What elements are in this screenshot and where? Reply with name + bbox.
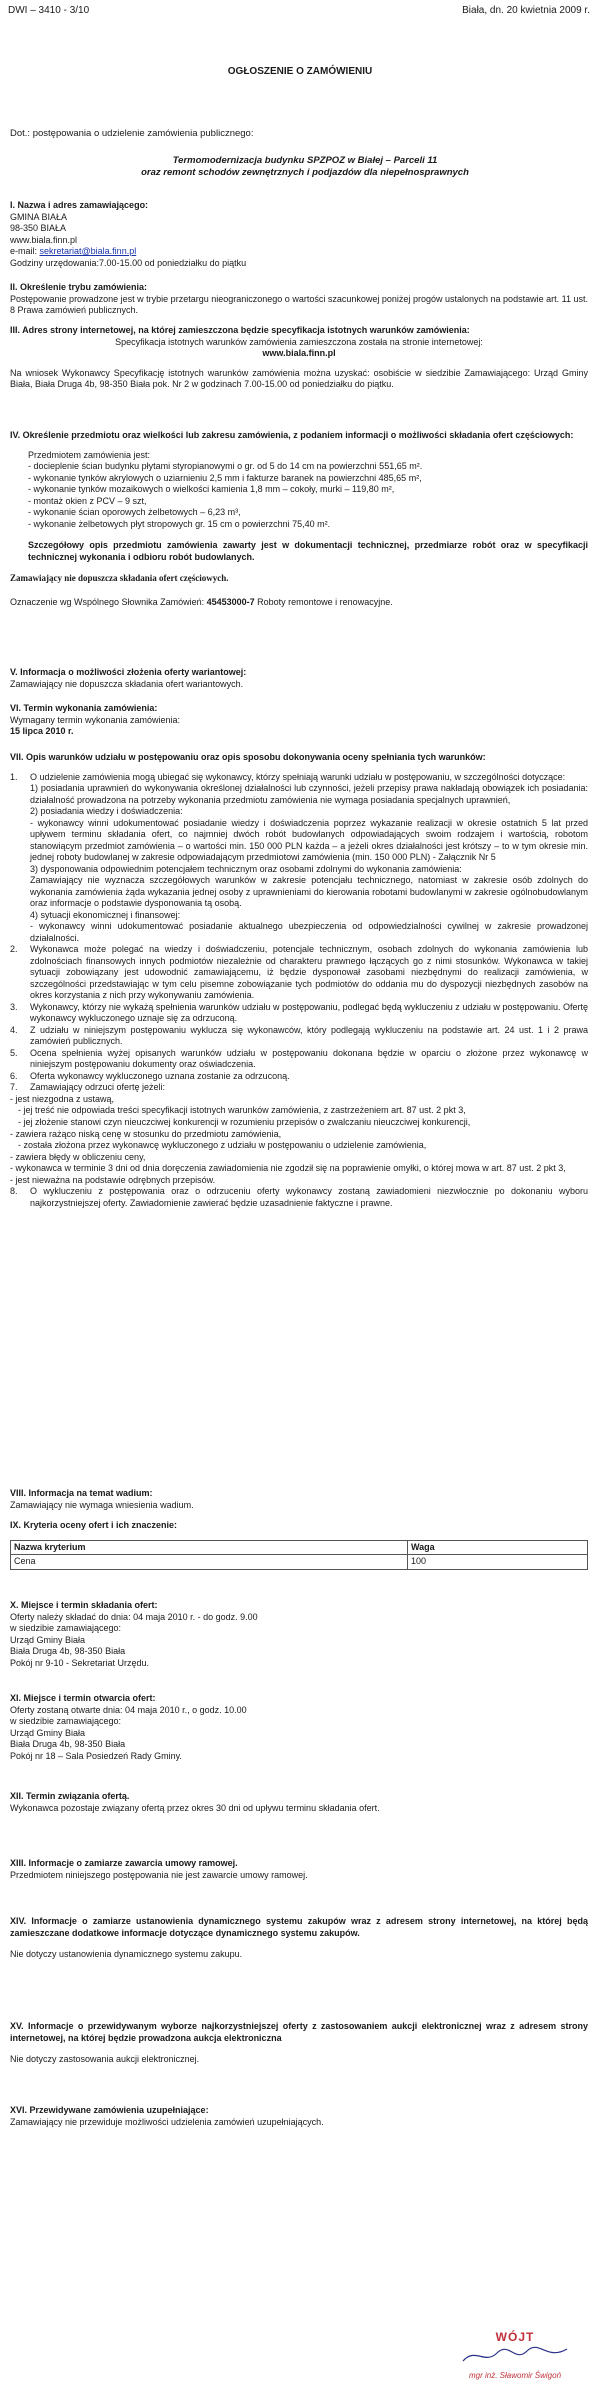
list-item: - wykonanie żelbetowych płyt stropowych gr. 15 cm o powierzchni 75,40 m².: [28, 519, 588, 531]
section-5: [10, 667, 588, 690]
scope-list: [28, 461, 588, 530]
list-item: - została złożona przez wykonawcę wykluczonego z udziału w postępowaniu o udzielenie zamówienia,: [10, 1140, 588, 1152]
email-link[interactable]: sekretariat@biala.finn.pl: [39, 246, 137, 257]
section-14: [10, 1916, 588, 1961]
condition-7-text: Zamawiający odrzuci ofertę jeżeli:: [30, 1082, 166, 1093]
condition-5-text: Ocena spełnienia wyżej opisanych warunków udziału w postępowaniu dokonana będzie w oparciu o złożone przez wykonawcę w niniejszym postępowaniu dokumenty oraz oświadczenia.: [30, 1047, 588, 1070]
section-2: [10, 282, 588, 317]
condition-1: 1. O udzielenie zamówienia mogą ubiegać się wykonawcy, którzy spełniają warunki udziału w postępowaniu, w szczególności dotyczące: 1) posiadania uprawnień do wykonywania określonej działalności lub czynności, jeżeli przepisy prawa nakładają obowiązek ich posiadania: działalność prowadzona na potrzeby wykonania przedmiotu zamówienia nie wymaga posiadania specjalnych uprawnień, 2) posiadania wiedzy i doświadczenia: - wykonawcy winni udokumentować posiadanie wiedzy i doświadczenia poprzez wykazanie realizacji w okresie ostatnich 5 lat przed upływem terminu składania ofert, co najmniej dwóch robót budowlanych odpowiadających swoim rodzajem i wartością, robotom stanowiącym przedmiot zamówienia – o wartości min. 150 000 PLN każda – a jeżeli okres działalności jest krótszy – to w tym okresie min. jednej roboty budowlanej w zakresie odpowiadającym przedmiotowi zamówienia (min. 150 000 PLN) - Załącznik Nr 5 3) dysponowania odpowiednim potencjałem technicznym oraz osobami zdolnymi do wykonania zamówienia: Zamawiający nie wyznacza szczegółowych warunków w zakresie potencjału technicznego, natomiast w zakresie osób zdolnych do wykonania zamówienia żąda wykazania jednej osoby z uprawnieniami do kierowania robotami budowlanymi w zakresie ogólnobudowlanym oraz informacje o podstawie dysponowania tą osobą. 4) sytuacji ekonomicznej i finansowej: - wykonawcy winni udokumentować posiadanie aktualnego ubezpieczenia od odpowiedzialności cywilnej w zakresie prowadzonej działalności.: [10, 771, 588, 943]
weight-cell: 100: [408, 1555, 588, 1570]
cpv-line: [10, 597, 588, 609]
list-item: - montaż okien z PCV – 9 szt,: [28, 496, 588, 508]
section-2-text: Postępowanie prowadzone jest w trybie przetargu nieograniczonego o wartości szacunkowej poniżej progów ustalonych na podstawie art. 11 ust. 8 Prawa zamówień publicznych.: [10, 293, 588, 316]
section-12-heading: XII. Termin związania ofertą.: [10, 1791, 130, 1801]
regarding-line: Dot.: postępowania o udzielenie zamówienia publicznego:: [10, 128, 254, 139]
section-3-website: www.biala.finn.pl: [262, 348, 336, 359]
scope-list-block: [10, 450, 588, 531]
list-item: - wykonanie ścian oporowych żelbetowych – 6,23 m³,: [28, 507, 588, 519]
page-title: OGŁOSZENIE O ZAMÓWIENIU: [227, 66, 373, 77]
section-5-heading: V. Informacja o możliwości złożenia oferty wariantowej:: [10, 667, 247, 677]
handwritten-signature: [455, 2345, 575, 2367]
condition-1g: - wykonawcy winni udokumentować posiadanie aktualnego ubezpieczenia od odpowiedzialności cywilnej w zakresie prowadzonej działalności.: [30, 921, 588, 943]
section-3-center-1: Specyfikacja istotnych warunków zamówienia zamieszczona została na stronie internetowej:: [115, 336, 483, 347]
reference-number: DWI – 3410 - 3/10: [8, 5, 90, 16]
cpv-suffix: Roboty remontowe i renowacyjne.: [254, 596, 393, 607]
rejection-list: [10, 1094, 588, 1186]
section-11-line: Pokój nr 18 – Sala Posiedzeń Rady Gminy.: [10, 1750, 182, 1761]
section-2-heading: II. Określenie trybu zamówienia:: [10, 282, 148, 292]
condition-1-text: O udzielenie zamówienia mogą ubiegać się wykonawcy, którzy spełniają warunki udziału w postępowaniu, w szczególności dotyczące:: [30, 771, 566, 782]
section-6: [10, 703, 588, 738]
weight-col-header: Waga: [408, 1540, 588, 1555]
office-hours: Godziny urzędowania:7.00-15.00 od poniedziałku do piątku: [10, 257, 247, 268]
section-12-text: Wykonawca pozostaje związany ofertą przez okres 30 dni od upływu terminu składania ofert.: [10, 1802, 380, 1813]
section-6-heading: VI. Termin wykonania zamówienia:: [10, 703, 158, 713]
section-10-heading: X. Miejsce i termin składania ofert:: [10, 1600, 158, 1610]
criteria-table: [10, 1540, 588, 1570]
condition-4: 4. Z udziału w niniejszym postępowaniu wyklucza się wykonawców, który podlegają wykluczeniu na podstawie art. 24 ust. 1 i 2 prawa zamówień publicznych.: [10, 1024, 588, 1047]
condition-8-text: O wykluczeniu z postępowania oraz o odrzuceniu oferty wykonawcy zostaną zawiadomieni niezwłocznie po dokonaniu wyboru najkorzystniejszej oferty. Zawiadomienie zawierać będzie uzasadnienie faktyczne i prawne.: [30, 1186, 588, 1208]
condition-7: 7. Zamawiający odrzuci ofertę jeżeli:: [10, 1082, 588, 1094]
section-11-line: Biała Druga 4b, 98-350 Biała: [10, 1739, 126, 1750]
section-16-heading: XVI. Przewidywane zamówienia uzupełniające:: [10, 2105, 209, 2115]
section-8-heading: VIII. Informacja na temat wadium:: [10, 1488, 153, 1498]
subject-block: [20, 155, 590, 179]
section-12: [10, 1791, 588, 1814]
criteria-cell: Cena: [11, 1555, 408, 1570]
list-item: - jej złożenie stanowi czyn nieuczciwej konkurencji w rozumieniu przepisów o zwalczaniu nieuczciwej konkurencji,: [10, 1117, 588, 1129]
section-8: [10, 1488, 588, 1511]
condition-8: 8. O wykluczeniu z postępowania oraz o odrzuceniu oferty wykonawcy zostaną zawiadomieni niezwłocznie po dokonaniu wyboru najkorzystniejszej oferty. Zawiadomienie zawierać będzie uzasadnienie faktyczne i prawne.: [10, 1186, 588, 1208]
scope-intro: Przedmiotem zamówienia jest:: [28, 449, 151, 460]
section-1-heading: I. Nazwa i adres zamawiającego:: [10, 200, 149, 210]
place-date: Biała, dn. 20 kwietnia 2009 r.: [462, 5, 590, 16]
partial-offers-note: Zamawiający nie dopuszcza składania ofert częściowych.: [10, 573, 229, 584]
condition-3-text: Wykonawcy, którzy nie wykażą spełnienia warunków udziału w postępowaniu, podlegać będą wykluczeniu z udziału w postępowaniu. Ofertę wykonawcy wykluczonego uznaje się za odrzuconą.: [30, 1001, 588, 1024]
section-16-text: Zamawiający nie przewiduje możliwości udzielenia zamówień uzupełniających.: [10, 2116, 324, 2127]
section-15: [10, 2021, 588, 2066]
cpv-code: 45453000-7: [206, 596, 255, 607]
condition-4-text: Z udziału w niniejszym postępowaniu wyklucza się wykonawców, który podlegają wykluczeniu na podstawie art. 24 ust. 1 i 2 prawa zamówień publicznych.: [30, 1024, 588, 1047]
section-11-line: Oferty zostaną otwarte dnia: 04 maja 2010 r., o godz. 10.00: [10, 1704, 247, 1715]
section-5-text: Zamawiający nie dopuszcza składania ofert wariantowych.: [10, 678, 244, 689]
section-3-heading: III. Adres strony internetowej, na której zamieszczona będzie specyfikacja istotnych warunków zamówienia:: [10, 325, 470, 335]
stamp-name: mgr inż. Sławomir Świgoń: [468, 2370, 562, 2380]
section-4: [10, 430, 588, 608]
list-item: - docieplenie ścian budynku płytami styropianowymi o gr. od 5 do 14 cm na powierzchni 551,65 m².: [28, 461, 588, 473]
section-9-heading: IX. Kryteria oceny ofert i ich znaczenie:: [10, 1520, 178, 1530]
criteria-col-header: Nazwa kryterium: [11, 1540, 408, 1555]
section-10-line: Biała Druga 4b, 98-350 Biała: [10, 1646, 126, 1657]
condition-2-text: Wykonawca może polegać na wiedzy i doświadczeniu, potencjale technicznym, osobach zdolnych do wykonania zamówienia lub zdolnościach finansowych innych podmiotów niezależnie od charakteru prawnego łączących go z nimi stosunków. Wykonawca w takiej sytuacji zobowiązany jest udowodnić zamawiającemu, iż będzie dysponował zasobami niezbędnymi do realizacji zamówienia, w szczególności przedstawiając w tym celu pisemne zobowiązanie tych podmiotów do oddania mu do dyspozycji niezbędnych zasobów na okres korzystania z nich przy wykonywaniu zamówienia.: [30, 944, 588, 1001]
list-item: - zawiera błędy w obliczeniu ceny,: [10, 1152, 588, 1164]
section-16: [10, 2105, 588, 2128]
section-14-heading: XIV. Informacje o zamiarze ustanowienia dynamicznego systemu zakupów wraz z adresem strony internetowej, na której będą zamieszczane dodatkowe informacje dotyczące dynamicznego systemu zakupów.: [10, 1916, 588, 1938]
stamp-title: WÓJT: [495, 2330, 535, 2344]
address-line-1: GMINA BIAŁA: [10, 211, 68, 222]
section-11: [10, 1693, 588, 1762]
list-item: - jest niezgodna z ustawą,: [10, 1094, 588, 1106]
list-item: - zawiera rażąco niską cenę w stosunku do przedmiotu zamówienia,: [10, 1129, 588, 1141]
section-1: [10, 200, 588, 269]
section-4-heading: IV. Określenie przedmiotu oraz wielkości lub zakresu zamówienia, z podaniem informacji o możliwości składania ofert częściowych:: [10, 430, 574, 440]
list-item: - jej treść nie odpowiada treści specyfikacji istotnych warunków zamówienia, z zastrzeżeniem art. 87 ust. 2 pkt 3,: [10, 1105, 588, 1117]
email-label: e-mail:: [10, 246, 40, 257]
condition-6-text: Oferta wykonawcy wykluczonego uznana zostanie za odrzuconą.: [30, 1070, 290, 1081]
section-15-text: Nie dotyczy zastosowania aukcji elektronicznej.: [10, 2054, 200, 2065]
section-10-line: Urząd Gminy Biała: [10, 1634, 86, 1645]
section-10-line: w siedzibie zamawiającego:: [10, 1623, 122, 1634]
cpv-prefix: Oznaczenie wg Wspólnego Słownika Zamówień:: [10, 596, 207, 607]
section-8-text: Zamawiający nie wymaga wniesienia wadium.: [10, 1499, 194, 1510]
list-item: - wykonawca w terminie 3 dni od dnia doręczenia zawiadomienia nie zgodził się na poprawienie omyłki, o której mowa w art. 87 ust. 2 pkt 3,: [10, 1163, 588, 1175]
section-10-line: Oferty należy składać do dnia: 04 maja 2010 r. - do godz. 9.00: [10, 1611, 258, 1622]
condition-1c: - wykonawcy winni udokumentować posiadanie wiedzy i doświadczenia poprzez wykazanie realizacji w okresie ostatnich 5 lat przed upływem terminu składania ofert, co najmniej dwóch robót budowlanych odpowiadających swoim rodzajem i wartością, robotom stanowiącym przedmiot zamówienia – o wartości min. 150 000 PLN każda – a jeżeli okres działalności jest krótszy – to w tym okresie min. jednej roboty budowlanej w zakresie odpowiadającym przedmiotowi zamówienia (min. 150 000 PLN) - Załącznik Nr 5: [30, 817, 588, 863]
section-11-heading: XI. Miejsce i termin otwarcia ofert:: [10, 1693, 156, 1703]
condition-1a: 1) posiadania uprawnień do wykonywania określonej działalności lub czynności, jeżeli przepisy prawa nakładają obowiązek ich posiadania: działalność prowadzona na potrzeby wykonania przedmiotu zamówienia nie wymaga posiadania specjalnych uprawnień,: [30, 783, 588, 805]
section-11-line: w siedzibie zamawiającego:: [10, 1716, 122, 1727]
condition-1f: 4) sytuacji ekonomicznej i finansowej:: [30, 909, 181, 920]
section-10-line: Pokój nr 9-10 - Sekretariat Urzędu.: [10, 1657, 150, 1668]
section-14-text: Nie dotyczy ustanowienia dynamicznego systemu zakupu.: [10, 1949, 243, 1960]
subject-line-2: oraz remont schodów zewnętrznych i podjazdów dla niepełnosprawnych: [141, 167, 469, 179]
condition-6: 6. Oferta wykonawcy wykluczonego uznana zostanie za odrzuconą.: [10, 1071, 588, 1083]
email-line: [10, 246, 588, 258]
section-10: [10, 1600, 588, 1669]
section-7: [10, 752, 588, 1209]
list-item: - wykonanie tynków mozaikowych o wielkości kamienia 1,8 mm – cokoły, murki – 119,80 m²,: [28, 484, 588, 496]
section-13-text: Przedmiotem niniejszego postępowania nie jest zawarcie umowy ramowej.: [10, 1869, 308, 1880]
condition-5: 5. Ocena spełnienia wyżej opisanych warunków udziału w postępowaniu dokonana będzie w oparciu o złożone przez wykonawcę w niniejszym postępowaniu dokumenty oraz oświadczenia.: [10, 1047, 588, 1070]
conditions-list: [10, 772, 588, 1210]
section-13-heading: XIII. Informacje o zamiarze zawarcia umowy ramowej.: [10, 1858, 238, 1868]
section-11-line: Urząd Gminy Biała: [10, 1727, 86, 1738]
condition-1e: Zamawiający nie wyznacza szczegółowych warunków w zakresie potencjału technicznego, natomiast w zakresie osób zdolnych do wykonania zamówienia żąda wykazania jednej osoby z uprawnieniami do kierowania robotami budowlanymi w zakresie ogólnobudowlanym oraz informacje o podstawie dysponowania tą osobą.: [30, 875, 588, 909]
table-header-row: [11, 1540, 588, 1555]
section-3: [10, 325, 588, 391]
section-3-text: Na wniosek Wykonawcy Specyfikację istotnych warunków zamówienia można uzyskać: osobiście w siedzibie Zamawiającego: Urząd Gminy Biała, Biała Druga 4b, 98-350 Biała pok. Nr 2 w godzinach 7.00-15.00 od poniedziałku do piątku.: [10, 367, 588, 390]
condition-2: 2. Wykonawca może polegać na wiedzy i doświadczeniu, potencjale technicznym, osobach zdolnych do wykonania zamówienia lub zdolnościach finansowych innych podmiotów niezależnie od charakteru prawnego łączących go z nimi stosunków. Wykonawca w takiej sytuacji zobowiązany jest udowodnić zamawiającemu, iż będzie dysponował zasobami niezbędnymi do realizacji zamówienia, w szczególności przedstawiając w tym celu pisemne zobowiązanie tych podmiotów do oddania mu do dyspozycji niezbędnych zasobów na okres korzystania z nich przy wykonywaniu zamówienia.: [10, 944, 588, 1001]
list-item: - wykonanie tynków akrylowych o uziarnieniu 2,5 mm i fakturze baranek na powierzchni 485,65 m²,: [28, 473, 588, 485]
section-7-heading: VII. Opis warunków udziału w postępowaniu oraz opis sposobu dokonywania oceny spełniania tych warunków:: [10, 752, 486, 762]
scope-bold-note: Szczegółowy opis przedmiotu zamówienia zawarty jest w dokumentacji technicznej, przedmiarze robót oraz w specyfikacji technicznej wykonania i odbioru robót budowlanych.: [28, 540, 588, 562]
completion-date: 15 lipca 2010 r.: [10, 726, 74, 737]
condition-1b: 2) posiadania wiedzy i doświadczenia:: [30, 806, 183, 817]
condition-1d: 3) dysponowania odpowiednim potencjałem technicznym oraz osobami zdolnymi do wykonania zamówienia:: [30, 863, 462, 874]
website-line: www.biala.finn.pl: [10, 234, 78, 245]
section-9: [10, 1520, 588, 1570]
address-line-2: 98-350 BIAŁA: [10, 223, 67, 234]
section-15-heading: XV. Informacje o przewidywanym wyborze najkorzystniejszej oferty z zastosowaniem aukcji elektronicznej wraz z adresem strony internetowej, na której będzie prowadzona aukcja elektroniczna: [10, 2021, 588, 2043]
list-item: - jest nieważna na podstawie odrębnych przepisów.: [10, 1175, 588, 1187]
signature-stamp: [440, 2330, 590, 2381]
section-6-text: Wymagany termin wykonania zamówienia:: [10, 714, 180, 725]
section-13: [10, 1858, 588, 1881]
subject-line-1: Termomodernizacja budynku SPZPOZ w Białej – Parceli 11: [172, 155, 438, 166]
condition-3: 3. Wykonawcy, którzy nie wykażą spełnienia warunków udziału w postępowaniu, podlegać będą wykluczeniu z udziału w postępowaniu. Ofertę wykonawcy wykluczonego uznaje się za odrzuconą.: [10, 1001, 588, 1024]
table-row: [11, 1555, 588, 1570]
